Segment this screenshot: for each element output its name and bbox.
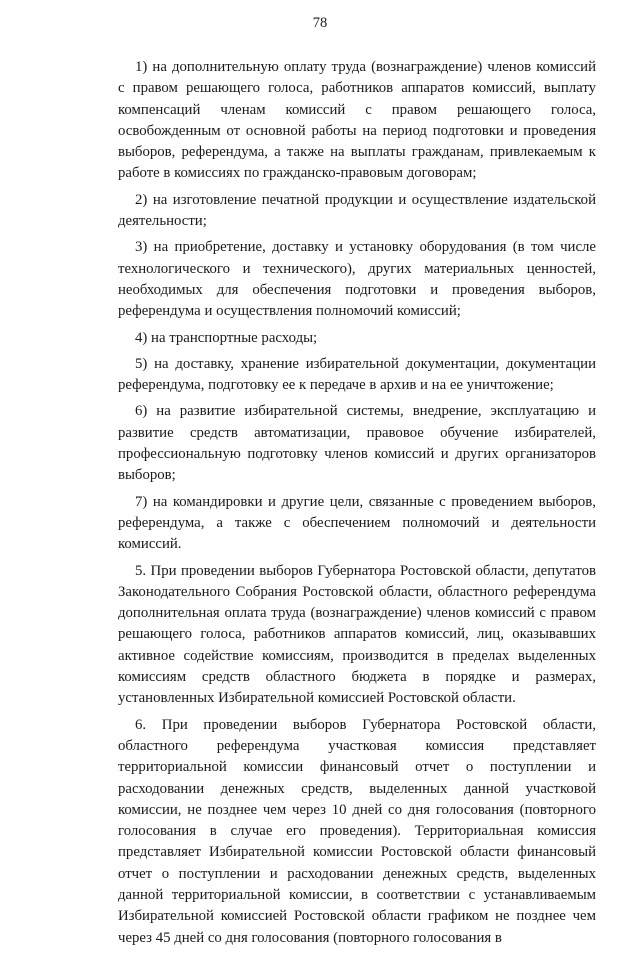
paragraph-clause-6: 6. При проведении выборов Губернатора Ростовской области, областного референдума участковая комиссия представляет территориальной комиссии финансовый отчет о поступлении и расходовании денежных средств, выделенных данной участковой комиссии, не позднее чем через 10 дней со дня голосования (повторного голосования в случае его проведения). Территориальная комиссия представляет Избирательной комиссии Ростовской области финансовый отчет о поступлении и расходовании денежных средств, выделенных данной территориальной комиссии, в соответствии с устанавливаемым Избирательной комиссией Ростовской области графиком не позднее чем через 45 дней со дня голосования (повторного голосования в bbox=[118, 716, 596, 946]
paragraph-item-6: 6) на развитие избирательной системы, внедрение, эксплуатацию и развитие средств автоматизации, правовое обучение избирателей, профессиональную подготовку членов комиссий и других организаторов выборов; bbox=[118, 403, 596, 484]
document-body bbox=[118, 57, 596, 954]
paragraph-item-4: 4) на транспортные расходы; bbox=[135, 329, 318, 346]
paragraph-item-2: 2) на изготовление печатной продукции и осуществление издательской деятельности; bbox=[118, 191, 596, 230]
paragraph-item-5: 5) на доставку, хранение избирательной документации, документации референдума, подготовку ее к передаче в архив и на ее уничтожение; bbox=[118, 355, 596, 394]
paragraph-item-7: 7) на командировки и другие цели, связанные с проведением выборов, референдума, а также с обеспечением полномочий и деятельности комиссий. bbox=[118, 493, 596, 553]
paragraph-clause-5: 5. При проведении выборов Губернатора Ростовской области, депутатов Законодательного Собрания Ростовской области, областного референдума дополнительная оплата труда (вознаграждение) членов комиссий с правом решающего голоса, работников аппаратов комиссий, лиц, оказывавших активное содействие комиссиям, производится в пределах выделенных комиссиям средств областного бюджета в порядке и размерах, установленных Избирательной комиссией Ростовской области. bbox=[118, 562, 596, 707]
paragraph-item-1: 1) на дополнительную оплату труда (вознаграждение) членов комиссий с правом решающего голоса, работников аппаратов комиссий, выплату компенсаций членам комиссий с правом решающего голоса, освобожденным от основной работы на период подготовки и проведения выборов, референдума, а также на выплаты гражданам, привлекаемым к работе в комиссиях по гражданско-правовым договорам; bbox=[118, 59, 596, 182]
paragraph-item-3: 3) на приобретение, доставку и установку оборудования (в том числе технологического и технического), других материальных ценностей, необходимых для обеспечения подготовки и проведения выборов, референдума и осуществления полномочий комиссий; bbox=[118, 239, 596, 320]
page-number: 78 bbox=[312, 15, 328, 31]
